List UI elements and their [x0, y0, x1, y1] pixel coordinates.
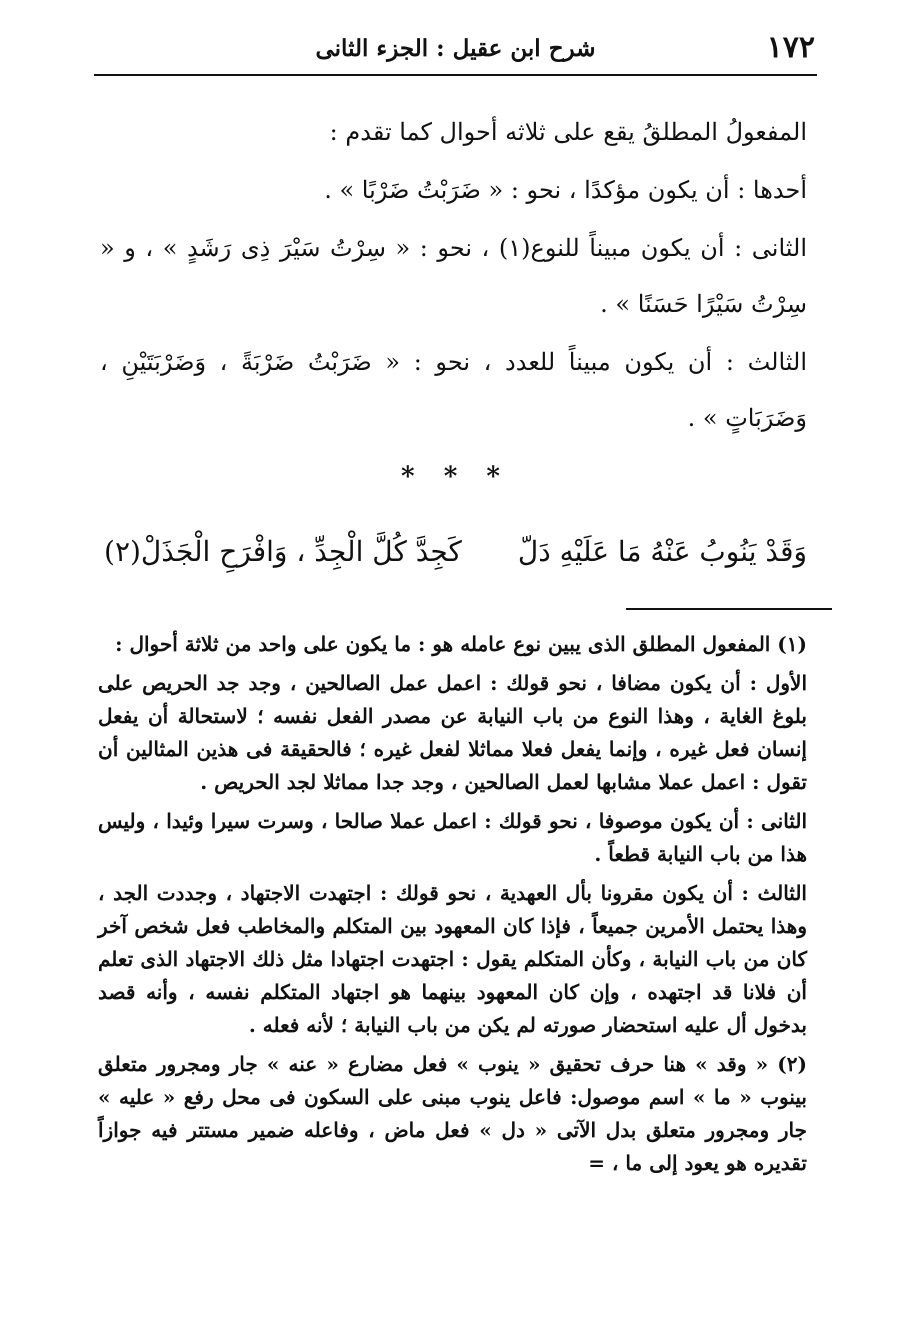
paragraph-third-case: الثالث : أن يكون مبيناً للعدد ، نحو : « ضَرَبْتُ ضَرْبَةً ، وَضَرْبَتَيْنِ ، وَضَرَبَاتٍ » . — [100, 348, 807, 432]
paragraph-second-case: الثانى : أن يكون مبيناً للنوع(١) ، نحو : « سِرْتُ سَيْرَ ذِى رَشَدٍ » ، و « سِرْتُ سَيْرًا حَسَنًا » . — [100, 234, 807, 318]
verse-second-hemistich: كَجِدَّ كُلَّ الْجِدِّ ، وَافْرَحِ الْجَذَلْ(٢) — [104, 535, 462, 568]
footnote-2: (٢) « وقد » هنا حرف تحقيق « ينوب » فعل مضارع « عنه » جار ومجرور متعلق بينوب « ما » اسم موصول: فاعل ينوب مبنى على السكون فى محل رفع « عليه » جار ومجرور متعلق بدل الآتى « دل » فعل ماض ، وفاعله ضمير مستتر فيه جوازاً تقديره هو يعود إلى ما ، = — [98, 1052, 807, 1175]
paragraph-intro: المفعولُ المطلقُ يقع على ثلاثه أحوال كما تقدم : — [329, 118, 807, 146]
header-divider — [94, 74, 817, 76]
footnote-1-first-state: الأول : أن يكون مضافا ، نحو قولك : اعمل عمل الصالحين ، وجد جد الحريص على بلوغ الغاية ، وهذا النوع من باب النيابة عن مصدر الفعل نفسه ؛ لاستحالة أن يفعل إنسان فعل غيره ، وإنما يفعل فعلا مماثلا لفعل غيره ؛ فالحقيقة فى هذين المثالين أن تقول : اعمل عملا مشابها لعمل الصالحين ، وجد جدا مماثلا لجد الحريص . — [98, 671, 807, 794]
running-title: شرح ابن عقيل : الجزء الثانى — [315, 34, 596, 62]
footnote-1-second-state: الثانى : أن يكون موصوفا ، نحو قولك : اعمل عملا صالحا ، وسرت سيرا وئيدا ، وليس هذا من باب النيابة قطعاً . — [98, 809, 807, 866]
footnote-divider — [626, 608, 832, 610]
page-number: ١٧٢ — [766, 30, 815, 65]
verse-line — [104, 522, 807, 582]
section-separator: * * * — [401, 462, 510, 492]
footnote-1-third-state: الثالث : أن يكون مقرونا بأل العهدية ، نحو قولك : اجتهدت الاجتهاد ، وجددت الجد ، وهذا يحتمل الأمرين جميعاً ، فإذا كان المعهود بين المتكلم والمخاطب فعل شخص آخر كان من باب النيابة ، وكأن المتكلم يقول : اجتهدت اجتهادا مثل ذلك الاجتهاد الذى تعلم أن فلانا قد اجتهده ، وإن كان المعهود بينهما هو اجتهاد المتكلم نفسه ، وأنه قصد بدخول أل عليه استحضار صورته لم يكن من باب النيابة ؛ لأنه فعله . — [98, 881, 808, 1037]
page-header — [96, 26, 815, 70]
paragraph-first-case: أحدها : أن يكون مؤكدًا ، نحو : « ضَرَبْتُ ضَرْبًا » . — [324, 176, 807, 204]
footnote-1-heading: (١) المفعول المطلق الذى يبين نوع عامله هو : ما يكون على واحد من ثلاثة أحوال : — [115, 632, 807, 656]
verse-first-hemistich: وَقَدْ يَنُوبُ عَنْهُ مَا عَلَيْهِ دَلّ — [517, 535, 807, 568]
main-text — [100, 104, 807, 446]
footnotes — [98, 628, 807, 1186]
